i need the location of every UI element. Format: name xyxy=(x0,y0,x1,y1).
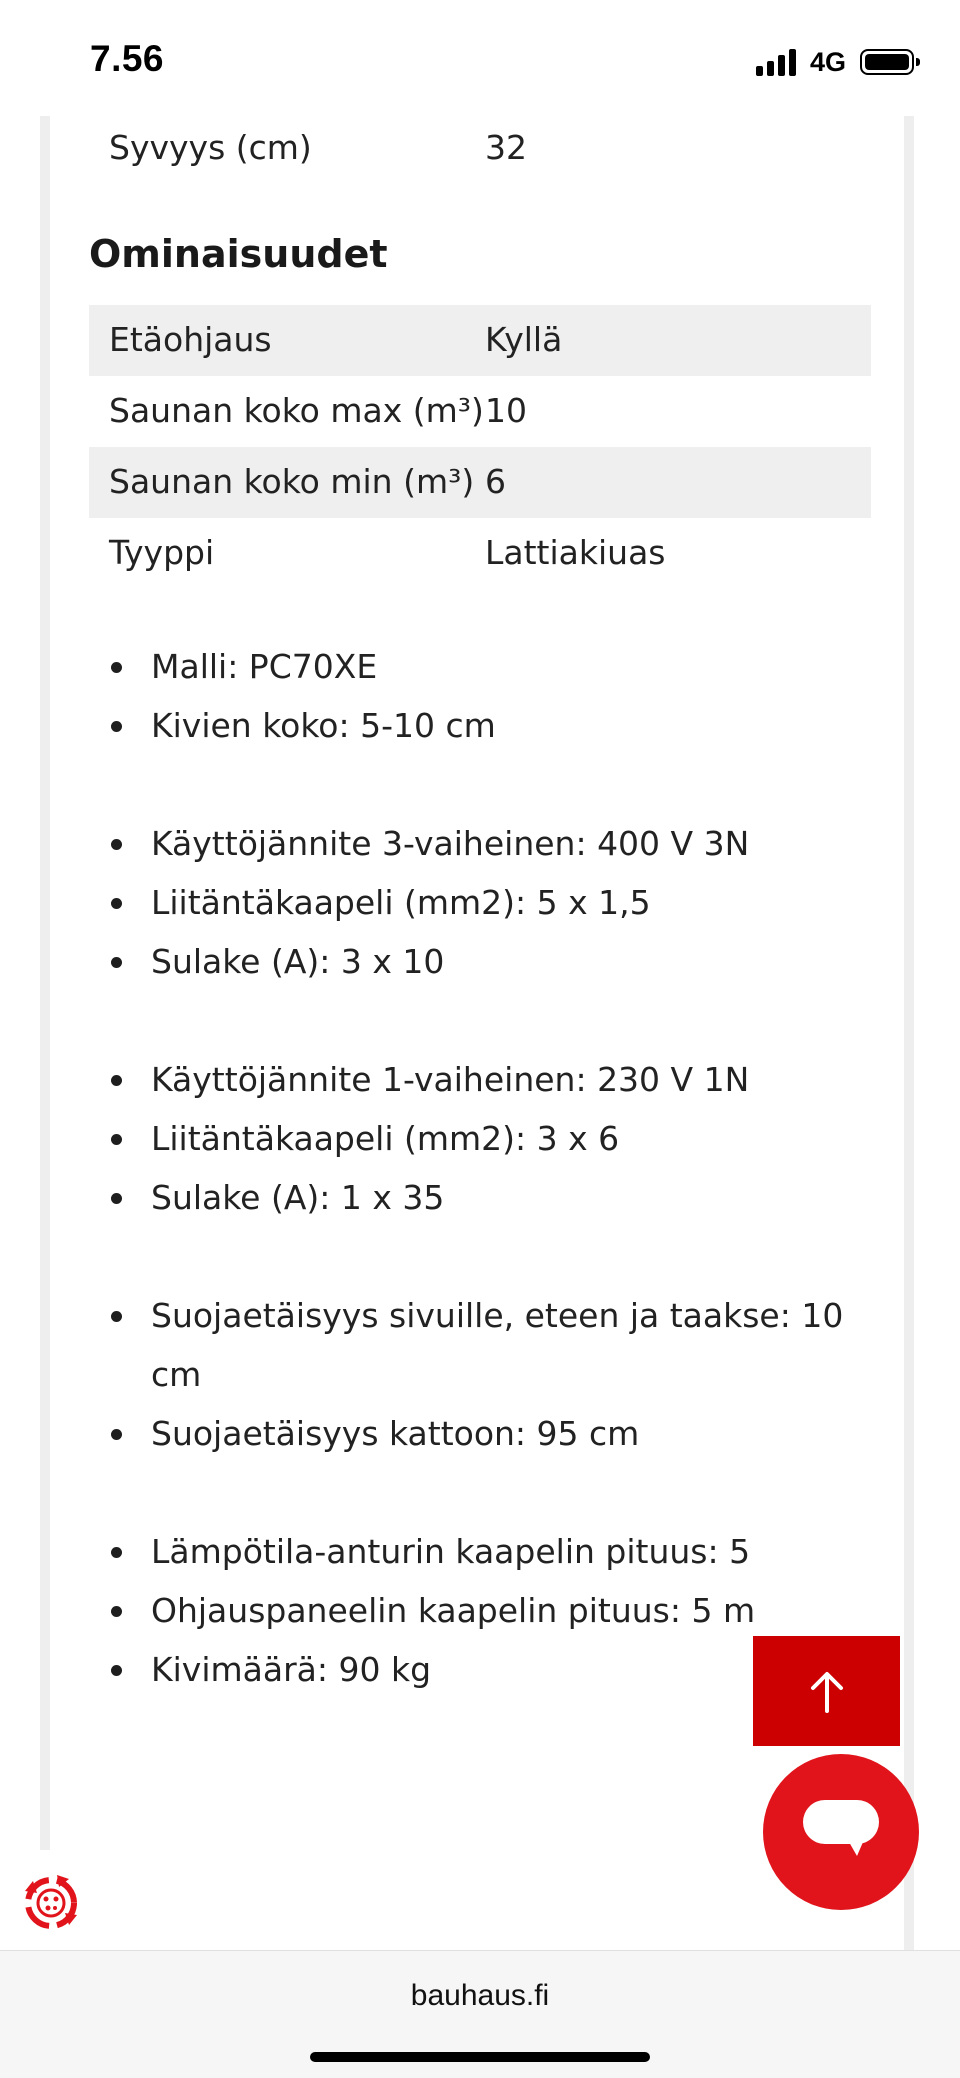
url-label[interactable]: bauhaus.fi xyxy=(410,1979,550,2012)
feature-label: Saunan koko max (m³) xyxy=(109,391,484,430)
battery-level xyxy=(865,54,909,70)
list-item: Kivimäärä: 90 kg xyxy=(89,1640,871,1699)
bullet-list-safety xyxy=(89,1286,871,1463)
content-frame-right xyxy=(904,116,914,1950)
list-item: Sulake (A): 1 x 35 xyxy=(89,1168,871,1227)
table-row xyxy=(89,376,871,447)
feature-value: 6 xyxy=(485,462,506,501)
list-item: Käyttöjännite 1-vaiheinen: 230 V 1N xyxy=(89,1050,871,1109)
list-item: Malli: PC70XE xyxy=(89,637,871,696)
spec-label: Syvyys (cm) xyxy=(109,128,312,167)
battery-icon xyxy=(860,49,914,75)
feature-label: Etäohjaus xyxy=(109,320,272,359)
recycle-icon xyxy=(15,1867,87,1939)
bullet-list-general xyxy=(89,637,871,755)
list-item: Kivien koko: 5-10 cm xyxy=(89,696,871,755)
home-indicator[interactable] xyxy=(310,2052,650,2062)
content-frame-left xyxy=(40,116,50,1850)
status-time: 7.56 xyxy=(90,38,165,79)
chat-bubble-icon xyxy=(799,1794,883,1870)
spec-row-depth xyxy=(89,116,871,189)
chat-button[interactable] xyxy=(763,1754,919,1910)
table-row xyxy=(89,518,871,589)
network-type: 4G xyxy=(809,46,846,77)
features-heading: Ominaisuudet xyxy=(89,232,388,276)
list-item: Sulake (A): 3 x 10 xyxy=(89,932,871,991)
feature-label: Saunan koko min (m³) xyxy=(109,462,475,501)
list-item: Lämpötila-anturin kaapelin pituus: 5 xyxy=(89,1522,871,1581)
list-item: Ohjauspaneelin kaapelin pituus: 5 m xyxy=(89,1581,871,1640)
list-item: Käyttöjännite 3-vaiheinen: 400 V 3N xyxy=(89,814,871,873)
recycle-badge[interactable] xyxy=(10,1862,92,1944)
feature-label: Tyyppi xyxy=(109,533,215,572)
signal-icon xyxy=(756,48,796,76)
list-item: Liitäntäkaapeli (mm2): 3 x 6 xyxy=(89,1109,871,1168)
list-item: Suojaetäisyys kattoon: 95 cm xyxy=(89,1404,871,1463)
scroll-to-top-button[interactable] xyxy=(753,1636,900,1746)
spec-content xyxy=(89,116,871,1699)
bullet-list-three-phase xyxy=(89,814,871,991)
list-item: Liitäntäkaapeli (mm2): 5 x 1,5 xyxy=(89,873,871,932)
bullet-list-one-phase xyxy=(89,1050,871,1227)
table-row xyxy=(89,305,871,376)
feature-value: Lattiakiuas xyxy=(485,533,666,572)
feature-value: Kyllä xyxy=(485,320,563,359)
browser-url-bar[interactable] xyxy=(0,1950,960,2078)
list-item: Suojaetäisyys sivuille, eteen ja taakse: 10 cm xyxy=(89,1286,871,1404)
feature-value: 10 xyxy=(485,391,527,430)
features-table xyxy=(89,305,871,589)
table-row xyxy=(89,447,871,518)
spec-value: 32 xyxy=(485,128,527,167)
status-bar xyxy=(0,0,960,116)
arrow-up-icon xyxy=(807,1667,847,1715)
status-indicators xyxy=(756,44,914,80)
